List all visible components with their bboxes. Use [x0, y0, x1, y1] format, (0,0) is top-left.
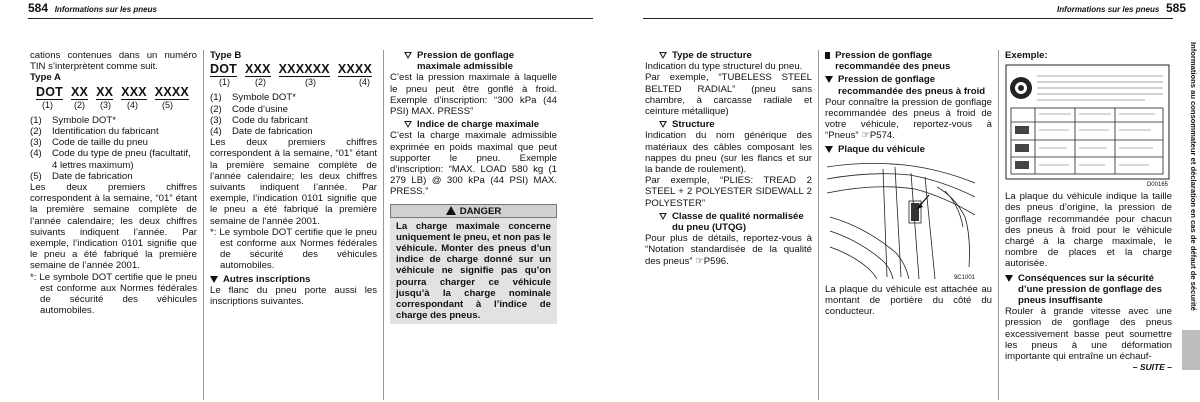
triangle-bullet-icon: [1005, 275, 1013, 282]
square-bullet-icon: [825, 52, 830, 59]
right-page-header: [1057, 3, 1186, 15]
dot-b-part: XXXX: [337, 62, 373, 77]
column-divider: [383, 50, 384, 400]
left-page-header: [28, 3, 157, 15]
right-header-rule: [643, 18, 1173, 19]
danger-header: DANGER: [390, 204, 557, 218]
right-column-3: [1005, 50, 1172, 373]
example-label: Exemple:: [1005, 50, 1048, 61]
danger-box: [390, 204, 557, 325]
week-explanation: Les deux premiers chiffres correspondent à la semaine, “01” étant la première semaine complète de l’année calendaire; les deux chiffres suivants indiquent l’année. Par exemple, l’indication 0101 signifie que le pneu a été fabriqué la première semaine de l’année 2001.: [30, 182, 197, 272]
dot-b-numbers: [219, 77, 377, 88]
list-item: (4) Code du type de pneu (facultatif, 4 lettres maximum): [30, 148, 191, 171]
dot-b-num: (1): [219, 77, 230, 88]
triangle-outline-icon: [404, 121, 412, 128]
right-page-title: Informations sur les pneus: [1057, 5, 1160, 14]
section-heading: Pression de gonflage recommandée des pneus à froid: [825, 74, 992, 96]
charge-text: C’est la charge maximale admissible exprimée en poids maximal que peut supporter le pneu. Exemple d’inscription: “MAX. LOAD 580 kg (1 279 LB) @ 300 kPa (44 PSI) MAX. PRESS.”: [390, 130, 557, 198]
dot-a-num: (5): [162, 99, 173, 110]
left-page-title: Informations sur les pneus: [54, 5, 157, 14]
inscriptions-text: Le flanc du pneu porte aussi les inscriptions suivantes.: [210, 284, 377, 308]
structure-type-example: Par exemple, “TUBELESS STEEL BELTED RADIAL” (pneu sans chambre, à carcasse radiale et ceinture métallique): [645, 72, 812, 118]
column-divider: [203, 50, 204, 400]
structure-text: Indication du nom générique des matériaux des câbles composant les nappes du pneu (sur les flancs et sur la bande de roulement).: [645, 130, 812, 176]
list-item: (1) Symbole DOT*: [30, 114, 116, 126]
column-divider: [998, 50, 999, 400]
dot-a-num: (2): [74, 99, 85, 110]
dot-b-num: (2): [255, 77, 266, 88]
triangle-outline-icon: [659, 52, 667, 59]
triangle-bullet-icon: [825, 76, 833, 83]
section-heading: Classe de qualité normalisée du pneu (UTQG): [645, 211, 812, 233]
dot-a-num: (4): [127, 99, 138, 110]
dot-b-part: DOT: [210, 62, 237, 77]
section-heading: Conséquences sur la sécurité d’une pression de gonflage des pneus insuffisante: [1005, 273, 1172, 307]
placard-description: La plaque du véhicule indique la taille des pneus d’origine, la pression de gonflage recommandée pour chacun des pneus à froid pour le véhicule chargé à la charge maximale, le nombre de places et la charge autorisée.: [1005, 191, 1172, 270]
tin-intro: cations contenues dans un numéro TIN s’interprètent comme suit.: [30, 50, 197, 73]
conseq-text: Rouler à grande vitesse avec une pression de gonflage des pneus excessivement basse peut soumettre les pneus à une déformation importante qui entraîne un échauf-: [1005, 306, 1172, 363]
dot-code-b: [210, 63, 377, 77]
structure-example: Par exemple, “PLIES: TREAD 2 STEEL + 2 POLYESTER SIDEWALL 2 POLYESTER”: [645, 175, 812, 209]
dot-a-numbers: [42, 100, 197, 111]
section-heading: Plaque du véhicule: [825, 144, 992, 155]
side-tab: Informations au consommateur et déclaration en cas de défaut de sécurité: [1189, 42, 1198, 311]
triangle-outline-icon: [659, 121, 667, 128]
door-pillar-figure: [825, 157, 977, 282]
week-explanation: Les deux premiers chiffres correspondent à la semaine, “01” étant la première semaine complète de l’année calendaire; les deux chiffres suivants indiquent l’année. Par exemple, l’indication 0101 signifie que le pneu a été fabriqué la première semaine de l’année 2001.: [210, 137, 377, 227]
dot-a-list: [30, 115, 197, 182]
list-item: (1) Symbole DOT*: [210, 92, 296, 104]
pression-text: C’est la pression maximale à laquelle le pneu peut être gonflé à froid. Exemple d’inscription: “300 kPa (44 PSI) MAX. PRESS”: [390, 72, 557, 118]
section-heading: Autres inscriptions: [210, 274, 377, 285]
dot-a-num: (1): [42, 99, 53, 110]
right-column-2: [825, 50, 992, 317]
door-pillar-illustration: [825, 157, 977, 282]
triangle-bullet-icon: [825, 146, 833, 153]
rec-cold-text: Pour connaître la pression de gonflage recommandée des pneus à froid de votre véhicule, reportez-vous à “Pneus” ☞P574.: [825, 96, 992, 142]
left-header-rule: [28, 18, 593, 19]
list-item: (3) Code de taille du pneu: [30, 137, 149, 149]
figure-code: D00165: [1146, 182, 1168, 189]
dot-b-part: XXX: [245, 62, 271, 77]
column-divider: [818, 50, 819, 400]
right-column-1: [645, 50, 812, 267]
dot-a-part: XX: [71, 84, 89, 99]
warning-icon: [446, 206, 456, 215]
list-item: (4) Date de fabrication: [210, 126, 313, 138]
dot-b-num: (4): [359, 77, 370, 88]
dot-note: *: Le symbole DOT certifie que le pneu est conforme aux Normes fédérales de sécurité des véhicules automobiles.: [210, 226, 377, 272]
dot-a-part: XX: [96, 84, 114, 99]
placard-illustration: [1005, 64, 1170, 189]
left-column-3: [390, 50, 557, 324]
list-item: (5) Date de fabrication: [30, 170, 133, 182]
dot-a-part: XXX: [121, 84, 147, 99]
plaque-caption: La plaque du véhicule est attachée au montant de portière du côté du conducteur.: [825, 283, 992, 318]
left-column-1: [30, 50, 197, 316]
dot-a-num: (3): [100, 99, 111, 110]
figure-code: 9C1001: [953, 274, 975, 281]
section-heading: Type de structure: [645, 50, 812, 61]
section-heading: Indice de charge maximale: [390, 119, 557, 130]
left-column-2: [210, 50, 377, 307]
dot-a-part: XXXX: [154, 84, 189, 99]
list-item: (2) Identification du fabricant: [30, 126, 159, 138]
dot-b-part: XXXXXX: [278, 62, 330, 77]
list-item: (3) Code du fabricant: [210, 114, 308, 126]
section-heading: Structure: [645, 119, 812, 130]
chapter-tab: [1182, 330, 1200, 370]
danger-text: La charge maximale concerne uniquement le pneu, et non pas le véhicule. Monter des pneus d’un indice de charge donné sur un véhicule ne signifie pas qu’on pourra charger ce véhicule jusqu’à la charge nominale correspondant à l’indice de charge des pneus.: [390, 218, 557, 325]
list-item: (2) Code d’usine: [210, 103, 289, 115]
left-page-number: 584: [28, 1, 49, 15]
dot-note: *: Le symbole DOT certifie que le pneu est conforme aux Normes fédérales de sécurité des véhicules automobiles.: [30, 271, 197, 317]
dot-b-list: [210, 92, 377, 137]
section-heading: Pression de gonflage recommandée des pneus: [825, 50, 992, 72]
dot-code-a: [36, 86, 197, 100]
vehicle-placard-figure: [1005, 64, 1170, 189]
triangle-outline-icon: [404, 52, 412, 59]
structure-type-text: Indication du type structurel du pneu.: [645, 61, 803, 73]
dot-b-num: (3): [305, 77, 316, 88]
continued-label: – SUITE –: [1132, 362, 1172, 373]
right-page-number: 585: [1165, 1, 1186, 15]
triangle-outline-icon: [659, 213, 667, 220]
type-b-label: Type B: [210, 50, 242, 61]
dot-a-part: DOT: [36, 84, 63, 99]
type-a-label: Type A: [30, 72, 61, 84]
triangle-bullet-icon: [210, 276, 218, 283]
utqg-text: Pour plus de détails, reportez-vous à “Notation standardisée de la qualité des pneus” ☞P596.: [645, 233, 812, 267]
section-heading: Pression de gonflage maximale admissible: [390, 50, 557, 72]
